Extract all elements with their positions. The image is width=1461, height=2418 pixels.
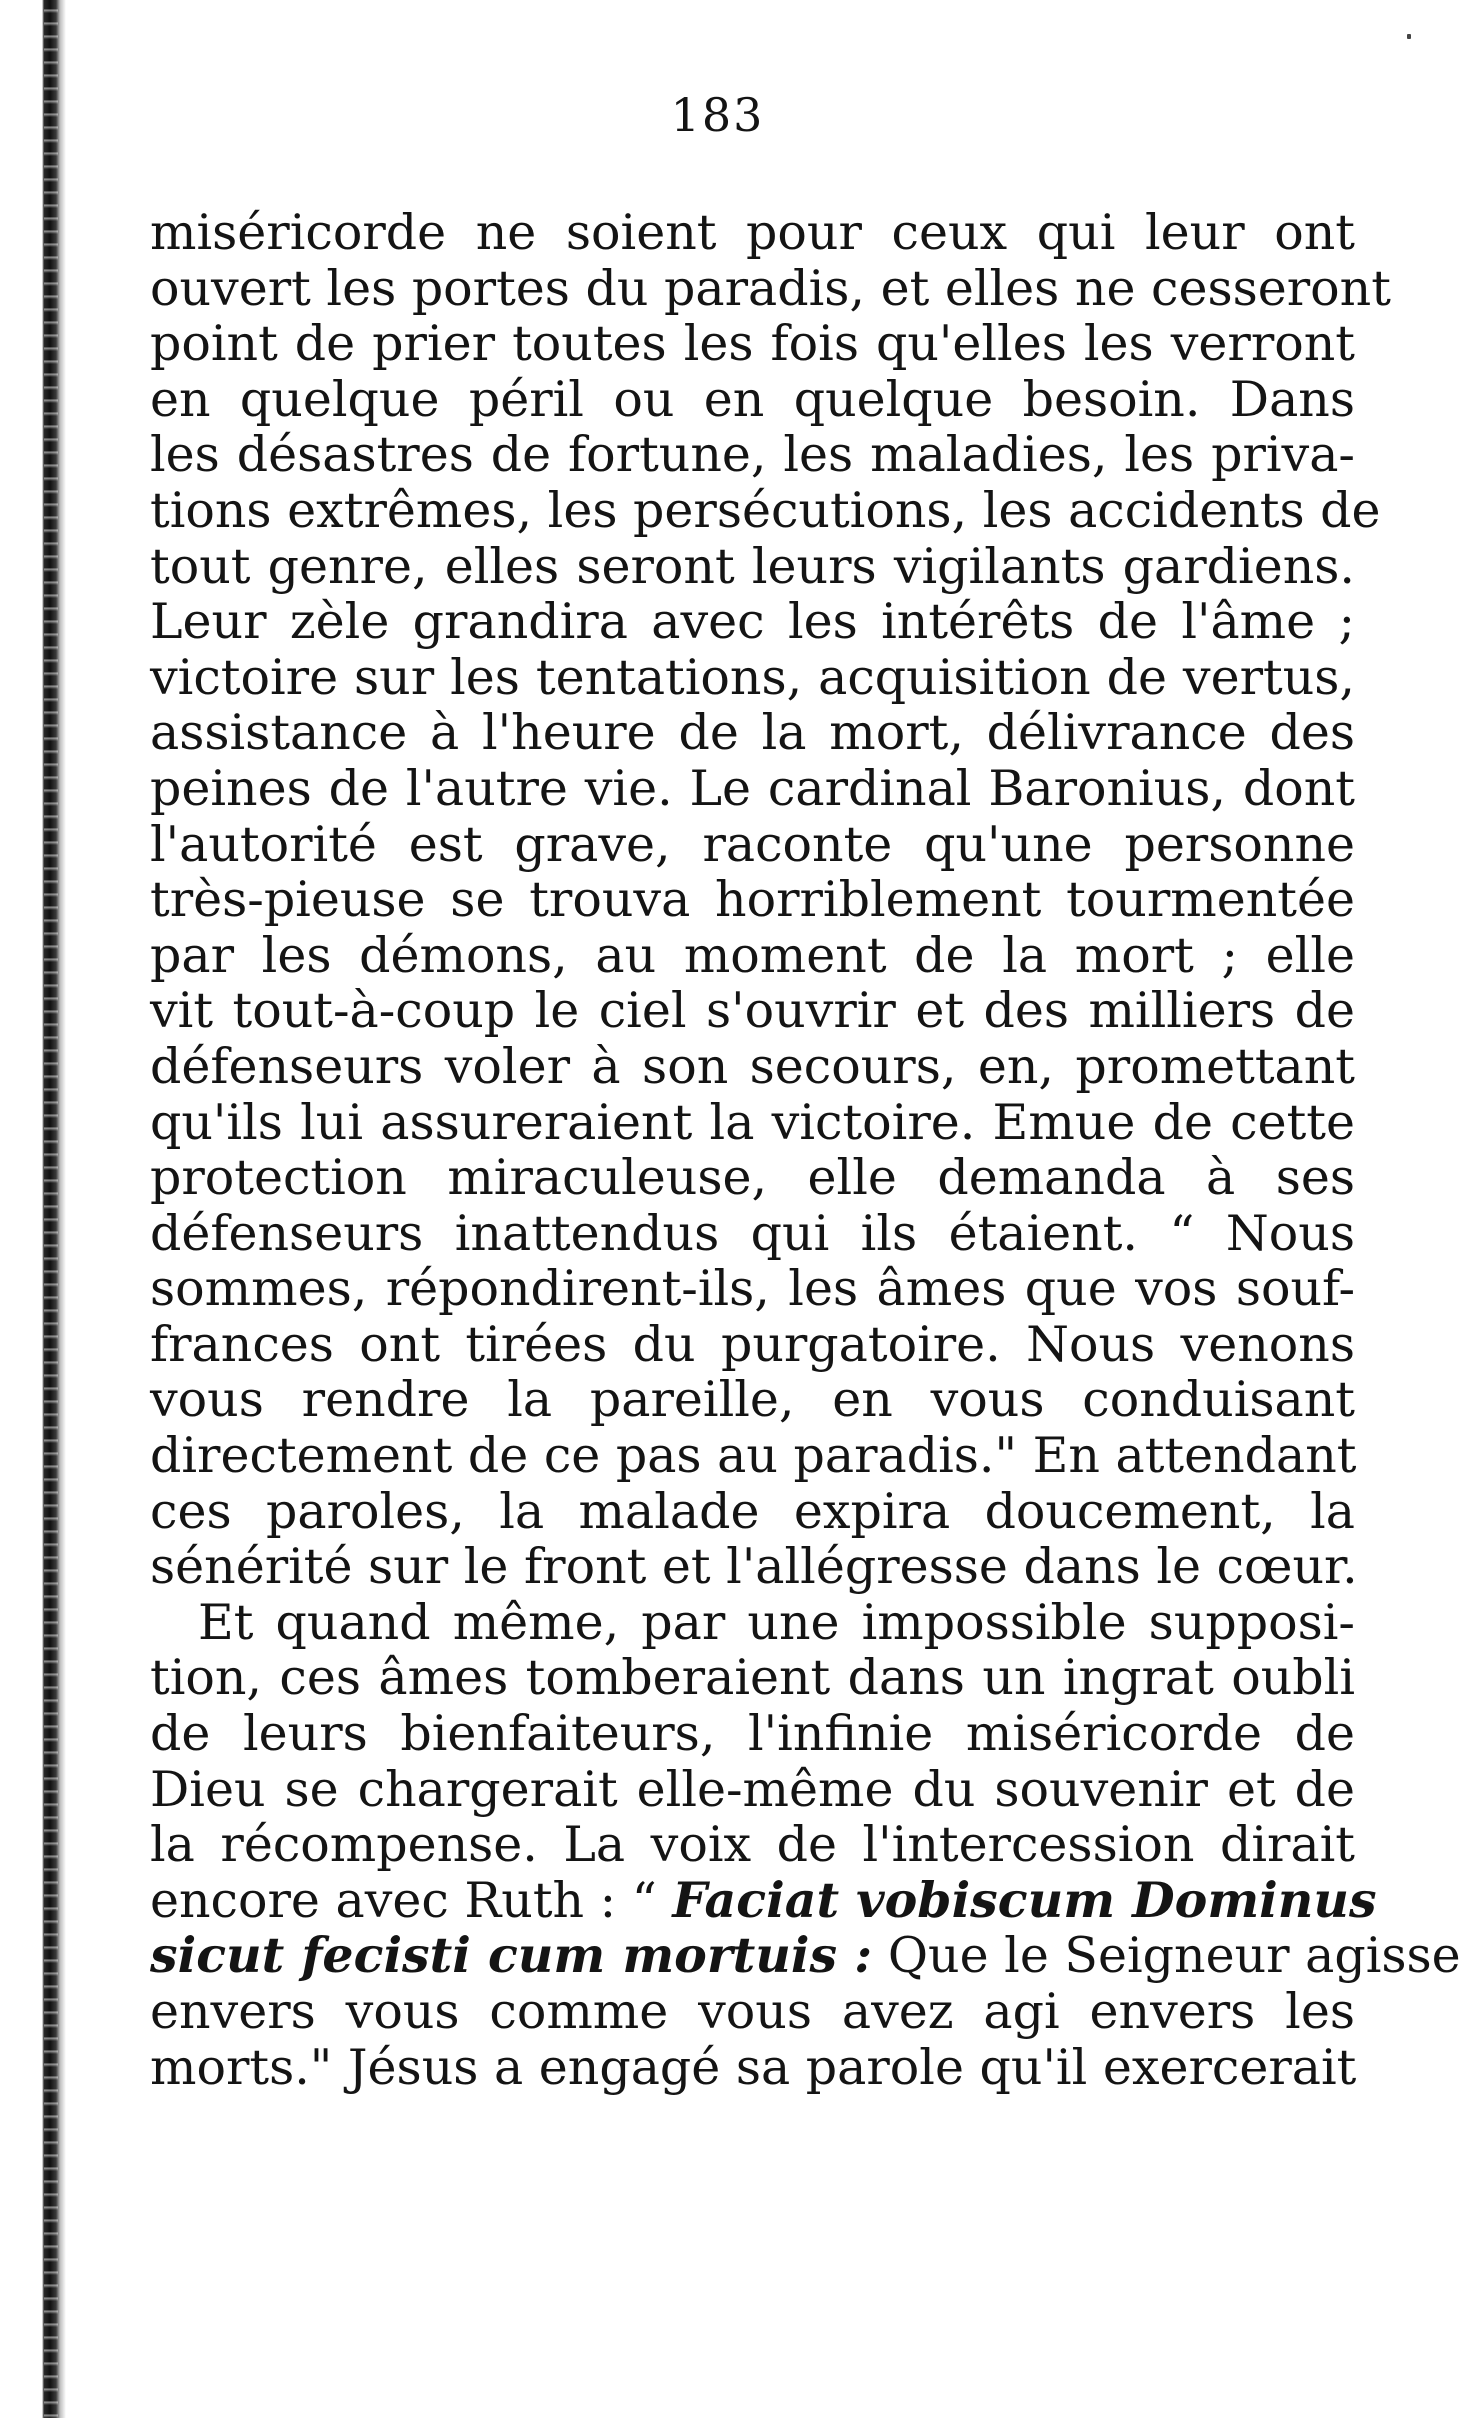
ink-speck (1407, 34, 1411, 39)
text-line: victoire sur les tentations, acquisition de vertus, (150, 648, 1355, 706)
text-line: l'autorité est grave, raconte qu'une personne (150, 815, 1355, 873)
text-line: en quelque péril ou en quelque besoin. Dans (150, 370, 1355, 428)
text-line: Dieu se chargerait elle-même du souvenir et de (150, 1760, 1355, 1818)
text-line: protection miraculeuse, elle demanda à ses (150, 1149, 1355, 1207)
text-line: de leurs bienfaiteurs, l'infinie miséricorde de (150, 1705, 1355, 1763)
ruth-intro: encore avec Ruth : “ (150, 1871, 673, 1929)
text-line: tions extrêmes, les persécutions, les accidents de (150, 481, 1381, 539)
text-line: directement de ce pas au paradis." En attendant (150, 1427, 1357, 1485)
text-line: très-pieuse se trouva horriblement tourmentée (150, 871, 1355, 929)
text-line-ruth (150, 1870, 1377, 1929)
text-line: qu'ils lui assureraient la victoire. Emue de cette (150, 1093, 1355, 1151)
text-line: défenseurs voler à son secours, en, promettant (150, 1037, 1355, 1095)
body-text (150, 204, 1461, 2096)
text-line: Leur zèle grandira avec les intérêts de l'âme ; (150, 593, 1355, 651)
text-line: envers vous comme vous avez agi envers les (150, 1983, 1355, 2040)
text-line: par les démons, au moment de la mort ; elle (150, 926, 1355, 984)
text-line: point de prier toutes les fois qu'elles les verront (150, 315, 1355, 373)
text-line-latin (150, 1926, 1461, 1985)
text-line: morts." Jésus a engagé sa parole qu'il exercerait (150, 2038, 1357, 2096)
text-line: vit tout-à-coup le ciel s'ouvrir et des milliers de (150, 982, 1355, 1040)
latin-quote-part2: sicut fecisti cum mortuis : (150, 1926, 873, 1985)
text-line: les désastres de fortune, les maladies, les priva- (150, 426, 1355, 484)
text-line: miséricorde ne soient pour ceux qui leur ont (150, 204, 1355, 261)
binding-edge (0, 0, 68, 2418)
translation-start: Que le Seigneur agisse (872, 1927, 1461, 1985)
text-line: ouvert les portes du paradis, et elles ne cesseront (150, 259, 1391, 317)
text-line: Et quand même, par une impossible supposi- (198, 1593, 1355, 1651)
text-line: sénérité sur le front et l'allégresse dans le cœur. (150, 1538, 1358, 1596)
latin-quote-part1: Faciat vobiscum Dominus (672, 1870, 1377, 1929)
text-line: tion, ces âmes tomberaient dans un ingrat oubli (150, 1649, 1355, 1707)
text-line: sommes, répondirent-ils, les âmes que vos souf- (150, 1260, 1355, 1318)
text-line: peines de l'autre vie. Le cardinal Baronius, dont (150, 759, 1355, 817)
text-line: assistance à l'heure de la mort, délivrance des (150, 704, 1355, 762)
text-line: ces paroles, la malade expira doucement, la (150, 1482, 1355, 1540)
text-line: frances ont tirées du purgatoire. Nous venons (150, 1315, 1355, 1373)
text-line: tout genre, elles seront leurs vigilants gardiens. (150, 537, 1355, 595)
page-number: 183 (670, 88, 765, 142)
text-line: la récompense. La voix de l'intercession dirait (150, 1816, 1355, 1874)
text-line: défenseurs inattendus qui ils étaient. “ Nous (150, 1204, 1355, 1262)
text-line: vous rendre la pareille, en vous conduisant (150, 1371, 1355, 1429)
